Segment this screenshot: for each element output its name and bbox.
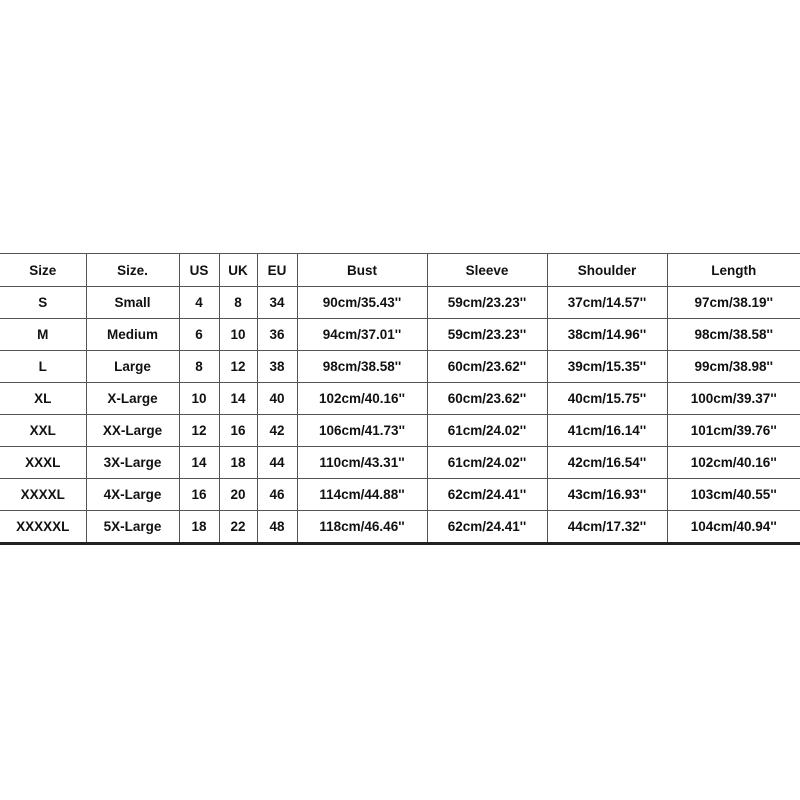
column-header-eu: EU <box>257 254 297 287</box>
table-cell-size-name: X-Large <box>86 383 179 415</box>
table-cell-sleeve: 59cm/23.23'' <box>427 319 547 351</box>
table-cell-length: 101cm/39.76'' <box>667 415 800 447</box>
table-cell-eu: 36 <box>257 319 297 351</box>
table-cell-length: 99cm/38.98'' <box>667 351 800 383</box>
table-cell-eu: 44 <box>257 447 297 479</box>
table-cell-size-name: Medium <box>86 319 179 351</box>
table-cell-bust: 102cm/40.16'' <box>297 383 427 415</box>
table-cell-uk: 20 <box>219 479 257 511</box>
table-cell-length: 103cm/40.55'' <box>667 479 800 511</box>
table-cell-us: 12 <box>179 415 219 447</box>
column-header-uk: UK <box>219 254 257 287</box>
table-cell-bust: 98cm/38.58'' <box>297 351 427 383</box>
table-cell-eu: 38 <box>257 351 297 383</box>
table-cell-eu: 40 <box>257 383 297 415</box>
table-cell-size-name: 3X-Large <box>86 447 179 479</box>
table-cell-size: XXXL <box>0 447 86 479</box>
table-cell-bust: 94cm/37.01'' <box>297 319 427 351</box>
table-cell-size-name: Large <box>86 351 179 383</box>
table-cell-bust: 110cm/43.31'' <box>297 447 427 479</box>
column-header-us: US <box>179 254 219 287</box>
size-chart-table <box>0 253 800 545</box>
table-cell-size: XXXXXL <box>0 511 86 544</box>
column-header-shoulder: Shoulder <box>547 254 667 287</box>
column-header-sleeve: Sleeve <box>427 254 547 287</box>
column-header-size-name: Size. <box>86 254 179 287</box>
table-cell-us: 6 <box>179 319 219 351</box>
table-cell-bust: 106cm/41.73'' <box>297 415 427 447</box>
table-cell-sleeve: 61cm/24.02'' <box>427 415 547 447</box>
table-row <box>0 479 800 511</box>
table-row <box>0 511 800 544</box>
table-cell-size: L <box>0 351 86 383</box>
table-cell-us: 16 <box>179 479 219 511</box>
table-cell-us: 14 <box>179 447 219 479</box>
table-row <box>0 351 800 383</box>
column-header-bust: Bust <box>297 254 427 287</box>
table-cell-eu: 48 <box>257 511 297 544</box>
table-cell-shoulder: 41cm/16.14'' <box>547 415 667 447</box>
table-cell-sleeve: 61cm/24.02'' <box>427 447 547 479</box>
table-row <box>0 447 800 479</box>
table-cell-us: 10 <box>179 383 219 415</box>
table-cell-shoulder: 39cm/15.35'' <box>547 351 667 383</box>
table-cell-size: S <box>0 287 86 319</box>
table-cell-shoulder: 40cm/15.75'' <box>547 383 667 415</box>
table-cell-size-name: 5X-Large <box>86 511 179 544</box>
column-header-length: Length <box>667 254 800 287</box>
table-cell-eu: 42 <box>257 415 297 447</box>
table-cell-bust: 114cm/44.88'' <box>297 479 427 511</box>
table-cell-length: 102cm/40.16'' <box>667 447 800 479</box>
table-row <box>0 287 800 319</box>
table-cell-uk: 18 <box>219 447 257 479</box>
table-cell-sleeve: 60cm/23.62'' <box>427 351 547 383</box>
table-cell-size-name: Small <box>86 287 179 319</box>
table-cell-length: 104cm/40.94'' <box>667 511 800 544</box>
table-cell-uk: 16 <box>219 415 257 447</box>
table-cell-eu: 34 <box>257 287 297 319</box>
table-row <box>0 383 800 415</box>
table-cell-uk: 22 <box>219 511 257 544</box>
table-cell-us: 4 <box>179 287 219 319</box>
table-cell-size: XXL <box>0 415 86 447</box>
table-cell-length: 97cm/38.19'' <box>667 287 800 319</box>
table-cell-shoulder: 38cm/14.96'' <box>547 319 667 351</box>
table-cell-sleeve: 60cm/23.62'' <box>427 383 547 415</box>
table-cell-length: 98cm/38.58'' <box>667 319 800 351</box>
table-row <box>0 319 800 351</box>
table-cell-bust: 118cm/46.46'' <box>297 511 427 544</box>
table-cell-us: 18 <box>179 511 219 544</box>
header-row <box>0 254 800 287</box>
table-cell-size-name: XX-Large <box>86 415 179 447</box>
table-cell-shoulder: 42cm/16.54'' <box>547 447 667 479</box>
table-cell-shoulder: 44cm/17.32'' <box>547 511 667 544</box>
table-cell-size: M <box>0 319 86 351</box>
column-header-size: Size <box>0 254 86 287</box>
table-cell-uk: 10 <box>219 319 257 351</box>
table-cell-bust: 90cm/35.43'' <box>297 287 427 319</box>
table-cell-shoulder: 43cm/16.93'' <box>547 479 667 511</box>
table-cell-sleeve: 62cm/24.41'' <box>427 511 547 544</box>
table-cell-uk: 8 <box>219 287 257 319</box>
table-cell-sleeve: 62cm/24.41'' <box>427 479 547 511</box>
table-body <box>0 287 800 544</box>
size-chart-container <box>0 253 800 545</box>
table-cell-size: XL <box>0 383 86 415</box>
table-cell-sleeve: 59cm/23.23'' <box>427 287 547 319</box>
table-cell-eu: 46 <box>257 479 297 511</box>
table-row <box>0 415 800 447</box>
table-cell-size: XXXXL <box>0 479 86 511</box>
table-cell-shoulder: 37cm/14.57'' <box>547 287 667 319</box>
table-cell-uk: 14 <box>219 383 257 415</box>
table-cell-size-name: 4X-Large <box>86 479 179 511</box>
table-cell-length: 100cm/39.37'' <box>667 383 800 415</box>
table-cell-uk: 12 <box>219 351 257 383</box>
table-cell-us: 8 <box>179 351 219 383</box>
